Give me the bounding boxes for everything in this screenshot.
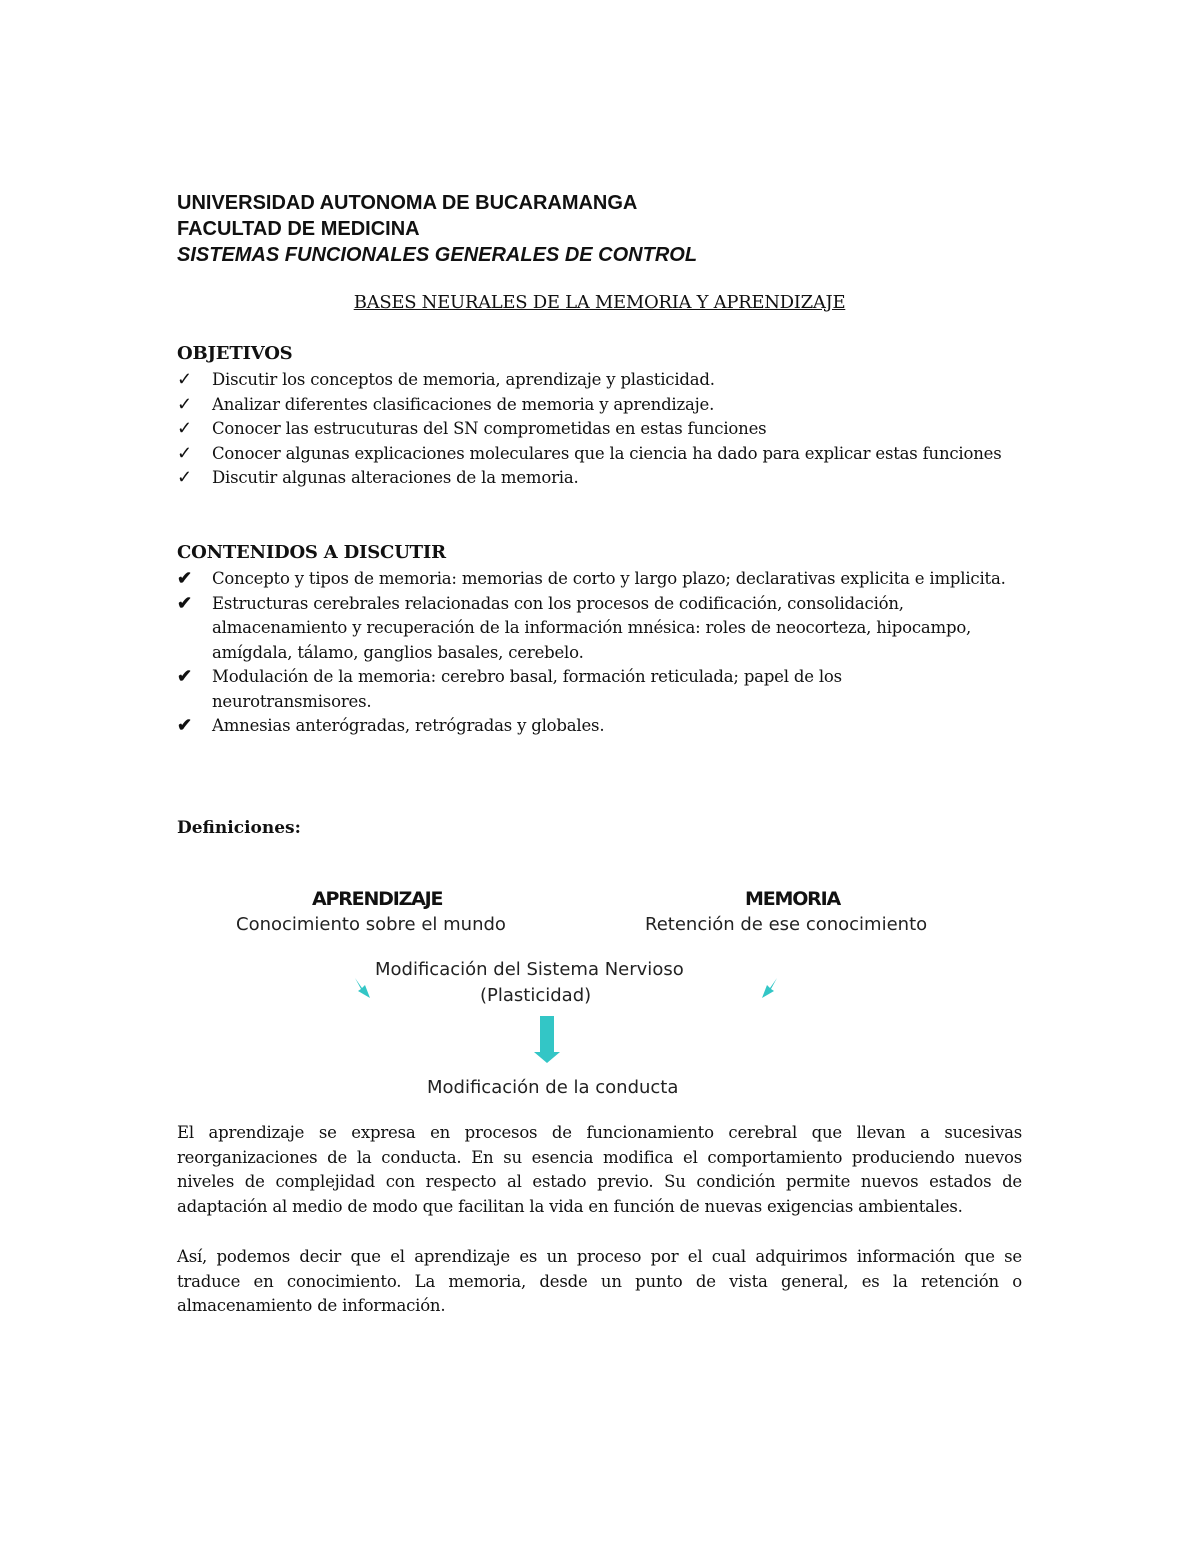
list-item: ✔ Modulación de la memoria: cerebro basal, formación reticulada; papel de los neurotransmisores. (177, 666, 842, 711)
course-name: SISTEMAS FUNCIONALES GENERALES DE CONTROL (177, 244, 698, 266)
check-icon: ✓ (177, 369, 192, 390)
list-item: ✔ Estructuras cerebrales relacionadas con los procesos de codificación, consolidación, almacenamiento y recuperación de la información mnésica: roles de neocorteza, hipocampo, amígdala, tálamo, ganglios basales, cerebelo. (177, 592, 972, 662)
diagram-behavior-text: Modificación de la conducta (427, 1077, 679, 1098)
check-icon: ✔ (177, 666, 192, 687)
faculty-name: FACULTAD DE MEDICINA (177, 218, 420, 240)
list-item: ✓ Conocer las estrucuturas del SN comprometidas en estas funciones (177, 417, 1022, 442)
check-icon: ✔ (177, 568, 192, 589)
contents-heading: CONTENIDOS A DISCUTIR (177, 542, 446, 563)
list-item: ✓ Discutir los conceptos de memoria, aprendizaje y plasticidad. (177, 368, 1022, 393)
check-icon: ✓ (177, 393, 192, 415)
diagram-plasticity-line2: (Plasticidad) (480, 985, 592, 1006)
list-item: ✔ Concepto y tipos de memoria: memorias de corto y largo plazo; declarativas explicita e implicita. (177, 567, 1007, 592)
diagram-plasticity-line1: Modificación del Sistema Nervioso (375, 959, 684, 980)
paragraph-memory: Así, podemos decir que el aprendizaje es un proceso por el cual adquirimos información que se traduce en conocimiento. La memoria, desde un punto de vista general, es la retención o almacenamiento de información. (177, 1247, 1022, 1315)
list-item: ✓ Conocer algunas explicaciones moleculares que la ciencia ha dado para explicar estas funciones (177, 442, 1022, 467)
list-item: ✓ Analizar diferentes clasificaciones de memoria y aprendizaje. (177, 393, 1022, 418)
check-icon: ✔ (177, 715, 192, 736)
list-item: ✓ Discutir algunas alteraciones de la memoria. (177, 466, 1022, 491)
objectives-heading: OBJETIVOS (177, 343, 293, 364)
diagram-learning-title: APRENDIZAJE (312, 888, 443, 910)
university-name: UNIVERSIDAD AUTONOMA DE BUCARAMANGA (177, 192, 638, 214)
page-title: BASES NEURALES DE LA MEMORIA Y APRENDIZAJE (353, 292, 846, 313)
arrow-left-icon (355, 978, 370, 998)
diagram-memory-title: MEMORIA (745, 888, 840, 910)
list-item: ✔ Amnesias anterógradas, retrógradas y globales. (177, 714, 1007, 739)
check-icon: ✔ (177, 592, 192, 614)
diagram-memory-text: Retención de ese conocimiento (645, 914, 928, 935)
arrow-down-icon (534, 1016, 560, 1063)
diagram-learning-text: Conocimiento sobre el mundo (236, 914, 506, 935)
definitions-heading: Definiciones: (177, 818, 301, 838)
check-icon: ✓ (177, 418, 192, 439)
check-icon: ✓ (177, 442, 192, 464)
arrow-right-icon (762, 978, 777, 998)
check-icon: ✓ (177, 467, 192, 488)
paragraph-learning: El aprendizaje se expresa en procesos de funcionamiento cerebral que llevan a sucesivas reorganizaciones de la conducta. En su esencia modifica el comportamiento produciendo nuevos niveles de complejidad con respecto al estado previo. Su condición permite nuevos estados de adaptación al medio de modo que facilitan la vida en función de nuevas exigencias ambientales. (177, 1123, 1022, 1216)
